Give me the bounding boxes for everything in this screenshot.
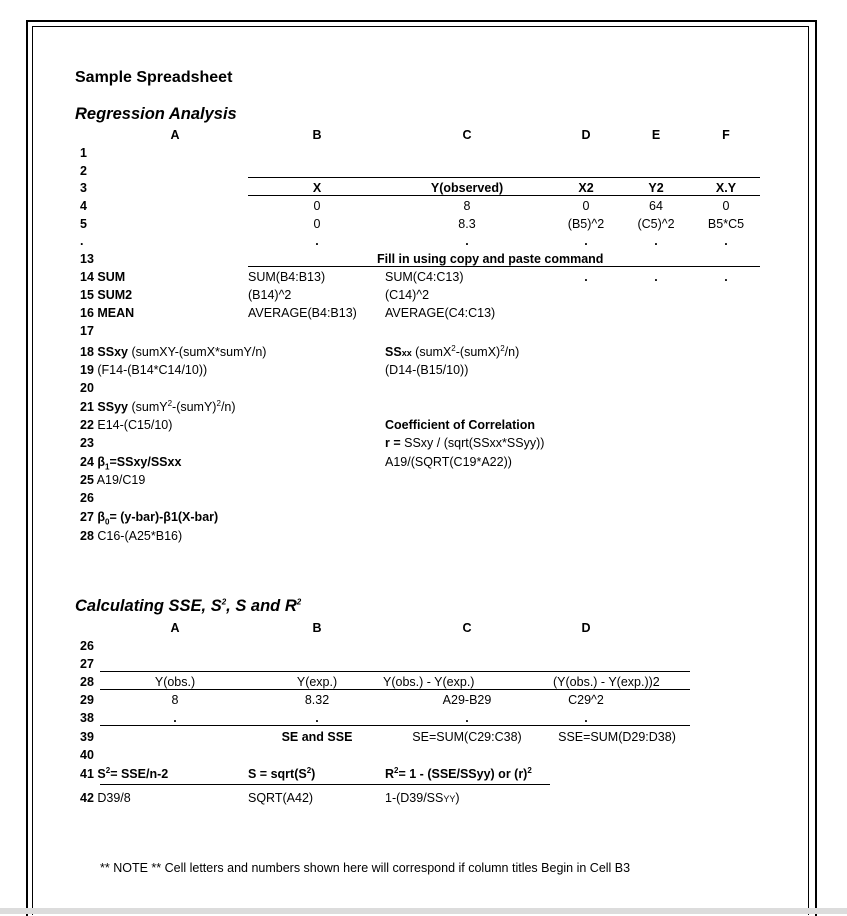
row-number: 1 xyxy=(80,146,87,160)
row-number: 28 xyxy=(80,675,94,689)
superscript: 2 xyxy=(105,765,111,775)
row-number: 24 xyxy=(80,455,94,469)
row42 xyxy=(80,791,131,806)
col-letter-c: C xyxy=(462,128,472,142)
sse-formula: SSE=SUM(D29:D38) xyxy=(558,730,676,744)
superscript: 2 xyxy=(394,765,399,775)
cell-c5: 8.3 xyxy=(458,217,476,231)
superscript: 2 xyxy=(296,597,302,607)
se-formula: SE=SUM(C29:C38) xyxy=(412,730,522,744)
fill-dot: . xyxy=(315,234,319,248)
row-number: 13 xyxy=(80,252,94,266)
fill-dot: . xyxy=(584,270,588,284)
col-letter-b: B xyxy=(312,621,322,635)
s2-computation: D39/8 xyxy=(93,791,131,805)
r2-definition: = 1 - (SSE/SSyy) or (r) xyxy=(398,767,528,781)
row-number: 4 xyxy=(80,199,87,213)
header-rule-top xyxy=(248,177,760,178)
sse-heading-pre: Calculating SSE, S xyxy=(75,597,222,615)
subscript: 1 xyxy=(105,462,110,472)
cell-c16: AVERAGE(C4:C13) xyxy=(385,306,496,320)
row22 xyxy=(80,418,172,433)
r2-computation xyxy=(385,791,460,807)
superscript: 2 xyxy=(216,398,221,408)
ssyy-def-pre: (sumY xyxy=(127,400,168,414)
row-number: 22 xyxy=(80,418,94,432)
row-number: 28 xyxy=(80,529,94,543)
ssyy-computation: E14-(C15/10) xyxy=(93,418,173,432)
superscript: 2 xyxy=(451,343,456,353)
ssxx-subscript: xx xyxy=(401,348,412,358)
r2-formula xyxy=(385,767,532,782)
row-number: 5 xyxy=(80,217,87,231)
ssyy-def-end: /n) xyxy=(220,400,236,414)
row-number: 18 xyxy=(80,345,94,359)
header-y-observed: Y(observed) xyxy=(430,181,504,195)
cell-c15: (C14)^2 xyxy=(385,288,430,302)
cell-e4: 64 xyxy=(649,199,663,213)
ssxx-label: SS xyxy=(385,345,402,359)
s-definition: S = sqrt(S xyxy=(248,767,307,781)
s2-label: S xyxy=(97,767,106,781)
cell-d5: (B5)^2 xyxy=(567,217,605,231)
sse-heading-mid: , S and R xyxy=(226,597,297,615)
superscript: 2 xyxy=(500,343,505,353)
beta1-definition: =SSxy/SSxx xyxy=(109,455,182,469)
fill-dot: . xyxy=(654,270,658,284)
col-letter-a: A xyxy=(170,128,180,142)
correlation-formula xyxy=(385,436,544,451)
cell-b15: (B14)^2 xyxy=(248,288,292,302)
cell-b29: 8.32 xyxy=(304,693,330,707)
fill-dot: . xyxy=(315,711,319,725)
beta0-definition: = (y-bar)-β1(X-bar) xyxy=(109,510,219,524)
header-y-exp: Y(exp.) xyxy=(296,675,338,689)
sse-heading xyxy=(75,599,301,614)
ssxy-label: SSxy xyxy=(97,345,128,359)
viewer-bottom-bar xyxy=(0,908,847,914)
row-number: 17 xyxy=(80,324,94,338)
row-label-sum2: 15 SUM2 xyxy=(80,288,133,302)
cell-d4: 0 xyxy=(582,199,590,213)
cell-a29: 8 xyxy=(171,693,179,707)
sse-header-rule-top xyxy=(100,671,690,672)
s-rule xyxy=(100,784,550,785)
row-number: 26 xyxy=(80,491,94,505)
fill-dot: . xyxy=(724,270,728,284)
col-letter-b: B xyxy=(312,128,322,142)
cell-e5: (C5)^2 xyxy=(637,217,675,231)
correlation-computation: A19/(SQRT(C19*A22)) xyxy=(385,455,512,469)
row-label-sum: 14 SUM xyxy=(80,270,126,284)
r-definition: SSxy / (sqrt(SSxx*SSyy)) xyxy=(400,436,545,450)
footnote: ** NOTE ** Cell letters and numbers shown here will correspond if column titles Begin in Cell B3 xyxy=(100,861,631,875)
cell-f5: B5*C5 xyxy=(707,217,745,231)
subscript: YY xyxy=(443,794,456,804)
row-number: 21 xyxy=(80,400,94,414)
fill-dot: . xyxy=(654,234,658,248)
header-rule-bottom xyxy=(248,195,760,196)
regression-heading: Regression Analysis xyxy=(75,105,237,123)
s2-formula xyxy=(80,767,168,782)
row-number: 3 xyxy=(80,181,87,195)
row-number: 27 xyxy=(80,657,94,671)
row25 xyxy=(80,473,145,488)
row-number: 42 xyxy=(80,791,94,805)
header-residual-squared: (Y(obs.) - Y(exp.))2 xyxy=(553,675,660,689)
cell-b5: 0 xyxy=(313,217,321,231)
ssxx-def-end: /n) xyxy=(504,345,520,359)
s2-definition: = SSE/n-2 xyxy=(110,767,169,781)
header-y-obs: Y(obs.) xyxy=(154,675,196,689)
s-formula xyxy=(248,767,315,782)
row-number: 29 xyxy=(80,693,94,707)
cell-c14: SUM(C4:C13) xyxy=(385,270,464,284)
row19 xyxy=(80,363,207,378)
row-number: 39 xyxy=(80,730,94,744)
r2-label: R xyxy=(385,767,395,781)
col-letter-d: D xyxy=(581,621,591,635)
col-letter-c: C xyxy=(462,621,472,635)
row-number: 41 xyxy=(80,767,94,781)
header-xy: X.Y xyxy=(715,181,737,195)
correlation-heading: Coefficient of Correlation xyxy=(385,418,536,432)
se-sse-label: SE and SSE xyxy=(281,730,353,744)
cell-c4: 8 xyxy=(463,199,471,213)
ssyy-label: SSyy xyxy=(97,400,128,414)
ssxy-computation: (F14-(B14*C14/10)) xyxy=(93,363,208,377)
beta0-computation: C16-(A25*B16) xyxy=(93,529,183,543)
fill-dot: . xyxy=(584,711,588,725)
row-number: . xyxy=(80,234,84,248)
col-letter-d: D xyxy=(581,128,591,142)
row-number: 19 xyxy=(80,363,94,377)
col-letter-f: F xyxy=(722,128,730,142)
fill-dot: . xyxy=(173,711,177,725)
beta0-formula xyxy=(80,510,218,525)
beta1-computation: A19/C19 xyxy=(93,473,146,487)
ssxx-formula xyxy=(385,345,519,361)
row-label-mean: 16 MEAN xyxy=(80,306,135,320)
beta-symbol: β xyxy=(97,510,106,524)
header-residual: Y(obs.) - Y(exp.) xyxy=(383,675,475,689)
cell-b14: SUM(B4:B13) xyxy=(248,270,326,284)
fill-dot: . xyxy=(465,234,469,248)
fill-dot: . xyxy=(584,234,588,248)
col-letter-a: A xyxy=(170,621,180,635)
col-letter-e: E xyxy=(651,128,661,142)
r2-computation-end: ) xyxy=(455,791,460,805)
row-number: 26 xyxy=(80,639,94,653)
row28 xyxy=(80,529,182,544)
superscript: 2 xyxy=(527,765,532,775)
row-number: 40 xyxy=(80,748,94,762)
cell-c29: A29-B29 xyxy=(442,693,492,707)
superscript: 2 xyxy=(221,597,227,607)
superscript: 2 xyxy=(167,398,173,408)
r-label: r = xyxy=(385,436,401,450)
ssxx-def-post: -(sumX) xyxy=(455,345,501,359)
cell-b16: AVERAGE(B4:B13) xyxy=(248,306,357,320)
s-computation: SQRT(A42) xyxy=(248,791,314,805)
beta-symbol: β xyxy=(97,455,106,469)
ssxx-computation: (D14-(B15/10)) xyxy=(385,363,469,377)
ssyy-formula xyxy=(80,400,236,415)
row-number: 20 xyxy=(80,381,94,395)
r2-computation-pre: 1-(D39/SS xyxy=(385,791,444,805)
ssxx-def-pre: (sumX xyxy=(411,345,452,359)
ssxy-definition: (sumXY-(sumX*sumY/n) xyxy=(127,345,267,359)
header-x2: X2 xyxy=(578,181,594,195)
cell-f4: 0 xyxy=(722,199,730,213)
page-title: Sample Spreadsheet xyxy=(75,69,233,86)
row-number: 23 xyxy=(80,436,94,450)
sse-header-rule-bottom xyxy=(100,689,690,690)
cell-d29: C29^2 xyxy=(568,693,604,707)
row-number: 38 xyxy=(80,711,94,725)
s-definition-end: ) xyxy=(311,767,316,781)
header-x: X xyxy=(312,181,322,195)
fill-dot: . xyxy=(724,234,728,248)
header-y2: Y2 xyxy=(648,181,664,195)
sum-rule xyxy=(248,266,760,267)
sse-total-rule xyxy=(100,725,690,726)
fill-note: Fill in using copy and paste command xyxy=(377,252,604,266)
row-number: 2 xyxy=(80,164,87,178)
row-number: 27 xyxy=(80,510,94,524)
beta1-formula xyxy=(80,455,181,470)
ssxy-formula xyxy=(80,345,266,360)
row-number: 25 xyxy=(80,473,94,487)
subscript: 0 xyxy=(105,517,110,527)
fill-dot: . xyxy=(465,711,469,725)
ssyy-def-mid: -(sumY) xyxy=(172,400,217,414)
superscript: 2 xyxy=(306,765,312,775)
cell-b4: 0 xyxy=(313,199,321,213)
